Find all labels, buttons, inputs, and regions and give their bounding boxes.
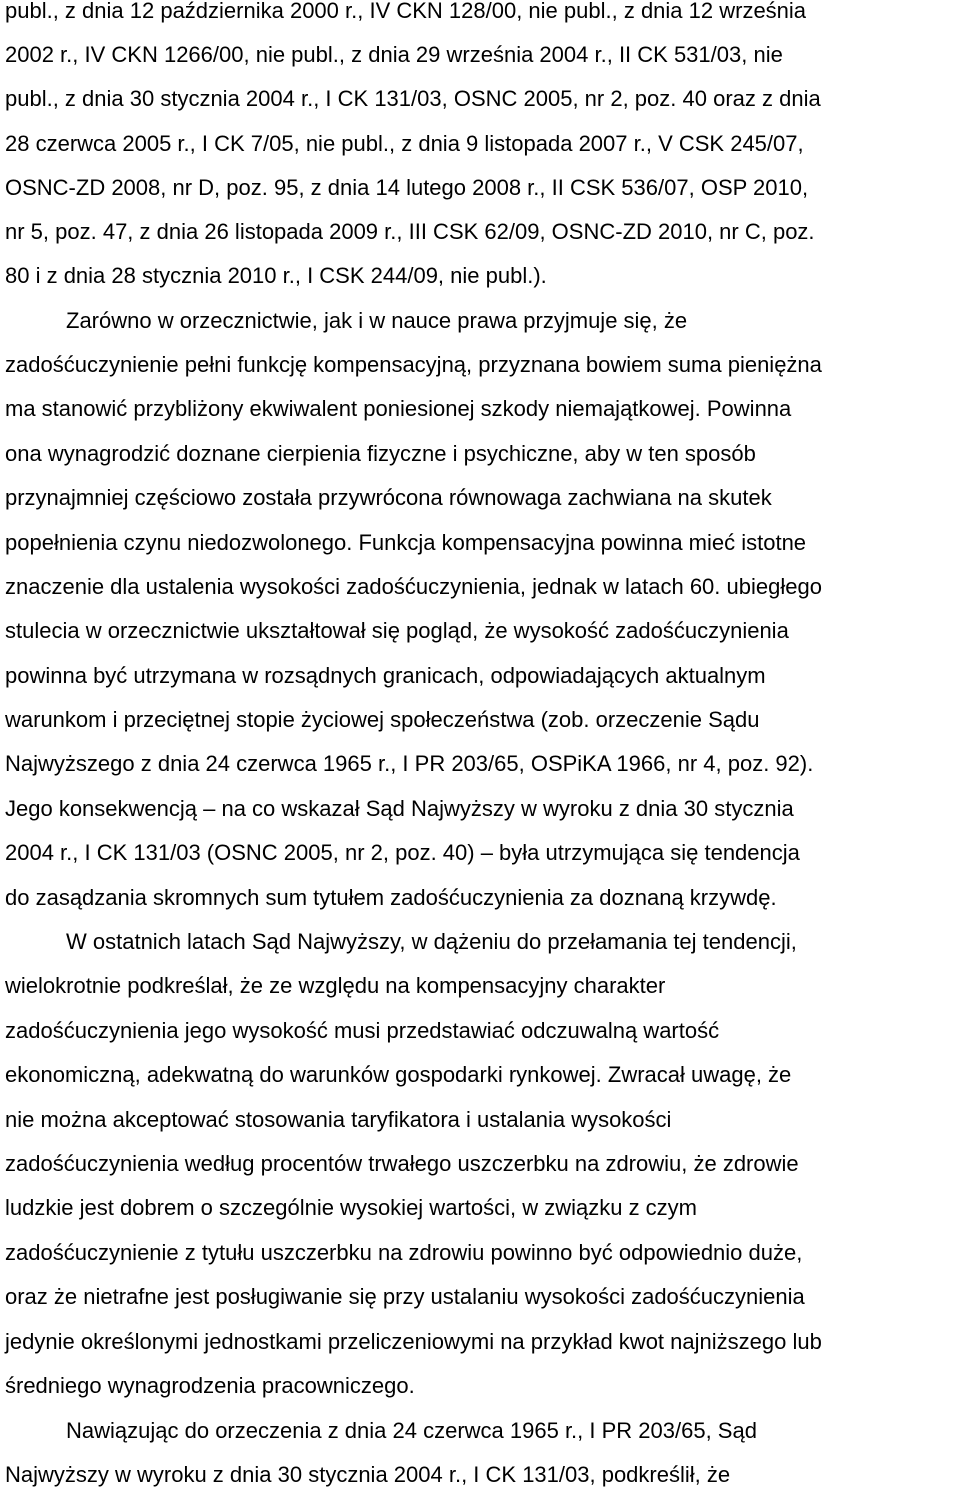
text-line: warunkom i przeciętnej stopie życiowej społeczeństwa (zob. orzeczenie Sądu bbox=[5, 707, 760, 732]
paragraph-start-line: Zarówno w orzecznictwie, jak i w nauce prawa przyjmuje się, że bbox=[66, 308, 688, 333]
text-line: 2004 r., I CK 131/03 (OSNC 2005, nr 2, poz. 40) – była utrzymująca się tendencja bbox=[5, 840, 800, 865]
text-line: ludzkie jest dobrem o szczególnie wysokiej wartości, w związku z czym bbox=[5, 1195, 698, 1220]
text-line: powinna być utrzymana w rozsądnych granicach, odpowiadających aktualnym bbox=[5, 663, 766, 688]
text-line: zadośćuczynienia według procentów trwałego uszczerbku na zdrowiu, że zdrowie bbox=[5, 1151, 799, 1176]
text-line: zadośćuczynienia jego wysokość musi przedstawiać odczuwalną wartość bbox=[5, 1018, 720, 1043]
text-line: 28 czerwca 2005 r., I CK 7/05, nie publ., z dnia 9 listopada 2007 r., V CSK 245/07, bbox=[5, 131, 804, 156]
text-line: publ., z dnia 12 października 2000 r., IV CKN 128/00, nie publ., z dnia 12 września bbox=[5, 0, 807, 23]
paragraph-start-line: Nawiązując do orzeczenia z dnia 24 czerwca 1965 r., I PR 203/65, Sąd bbox=[66, 1418, 757, 1443]
text-line: Najwyższy w wyroku z dnia 30 stycznia 2004 r., I CK 131/03, podkreślił, że bbox=[5, 1462, 731, 1487]
text-line: nie można akceptować stosowania taryfikatora i ustalania wysokości bbox=[5, 1107, 672, 1132]
text-line: publ., z dnia 30 stycznia 2004 r., I CK 131/03, OSNC 2005, nr 2, poz. 40 oraz z dnia bbox=[5, 86, 821, 111]
text-line: 2002 r., IV CKN 1266/00, nie publ., z dnia 29 września 2004 r., II CK 531/03, nie bbox=[5, 42, 783, 67]
text-line: ma stanowić przybliżony ekwiwalent poniesionej szkody niemajątkowej. Powinna bbox=[5, 396, 792, 421]
text-line: zadośćuczynienie pełni funkcję kompensacyjną, przyznana bowiem suma pieniężna bbox=[5, 352, 822, 377]
text-line: Najwyższego z dnia 24 czerwca 1965 r., I PR 203/65, OSPiKA 1966, nr 4, poz. 92). bbox=[5, 751, 814, 776]
text-line: przynajmniej częściowo została przywrócona równowaga zachwiana na skutek bbox=[5, 485, 772, 510]
text-line: stulecia w orzecznictwie ukształtował się pogląd, że wysokość zadośćuczynienia bbox=[5, 618, 789, 643]
text-line: oraz że nietrafne jest posługiwanie się przy ustalaniu wysokości zadośćuczynienia bbox=[5, 1284, 805, 1309]
text-line: do zasądzania skromnych sum tytułem zadośćuczynienia za doznaną krzywdę. bbox=[5, 885, 777, 910]
text-line: wielokrotnie podkreślał, że ze względu na kompensacyjny charakter bbox=[5, 973, 666, 998]
text-line: 80 i z dnia 28 stycznia 2010 r., I CSK 244/09, nie publ.). bbox=[5, 263, 547, 288]
text-line: zadośćuczynienie z tytułu uszczerbku na zdrowiu powinno być odpowiednio duże, bbox=[5, 1240, 803, 1265]
text-line: ona wynagrodzić doznane cierpienia fizyczne i psychiczne, aby w ten sposób bbox=[5, 441, 756, 466]
text-line: średniego wynagrodzenia pracowniczego. bbox=[5, 1373, 415, 1398]
text-line: ekonomiczną, adekwatną do warunków gospodarki rynkowej. Zwracał uwagę, że bbox=[5, 1062, 792, 1087]
text-line: Jego konsekwencją – na co wskazał Sąd Najwyższy w wyroku z dnia 30 stycznia bbox=[5, 796, 794, 821]
text-line: nr 5, poz. 47, z dnia 26 listopada 2009 r., III CSK 62/09, OSNC-ZD 2010, nr C, poz. bbox=[5, 219, 815, 244]
text-line: OSNC-ZD 2008, nr D, poz. 95, z dnia 14 lutego 2008 r., II CSK 536/07, OSP 2010, bbox=[5, 175, 809, 200]
text-line: jedynie określonymi jednostkami przeliczeniowymi na przykład kwot najniższego lub bbox=[5, 1329, 822, 1354]
paragraph-start-line: W ostatnich latach Sąd Najwyższy, w dążeniu do przełamania tej tendencji, bbox=[66, 929, 797, 954]
text-line: popełnienia czynu niedozwolonego. Funkcja kompensacyjna powinna mieć istotne bbox=[5, 530, 807, 555]
text-line: znaczenie dla ustalenia wysokości zadośćuczynienia, jednak w latach 60. ubiegłego bbox=[5, 574, 822, 599]
